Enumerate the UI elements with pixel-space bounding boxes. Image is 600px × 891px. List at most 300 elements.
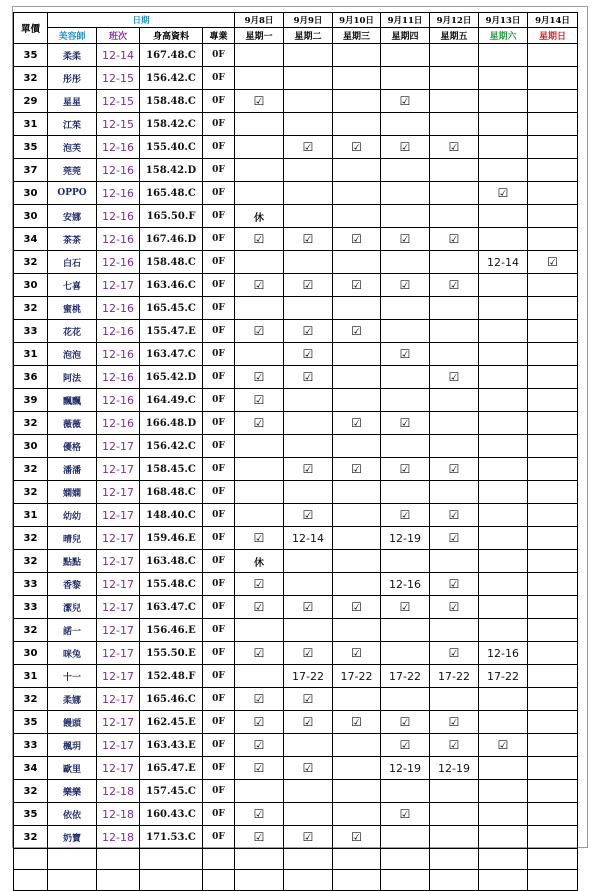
profile-cell: 163.46.C — [140, 274, 203, 297]
profile-cell: 168.48.C — [140, 481, 203, 504]
profile-cell: 156.42.C — [140, 435, 203, 458]
schedule-cell — [333, 297, 381, 320]
price-cell: 32 — [14, 297, 48, 320]
profile-cell: 163.43.E — [140, 734, 203, 757]
schedule-cell — [235, 44, 284, 67]
check-icon: ☑ — [235, 90, 284, 113]
check-icon: ☑ — [333, 711, 381, 734]
batch-cell: 12-17 — [97, 504, 140, 527]
check-icon: ☑ — [235, 688, 284, 711]
empty-cell — [140, 849, 203, 870]
schedule-cell — [430, 619, 479, 642]
major-cell: 0F — [203, 274, 235, 297]
check-icon: ☑ — [284, 136, 333, 159]
check-icon: ☑ — [235, 803, 284, 826]
schedule-cell — [528, 596, 578, 619]
price-cell: 33 — [14, 596, 48, 619]
schedule-cell — [333, 550, 381, 573]
check-icon: ☑ — [333, 596, 381, 619]
check-icon: ☑ — [235, 757, 284, 780]
table-row — [14, 182, 578, 205]
check-icon: ☑ — [235, 642, 284, 665]
batch-cell: 12-16 — [97, 297, 140, 320]
schedule-cell — [381, 826, 430, 849]
price-cell: 32 — [14, 251, 48, 274]
check-icon: ☑ — [333, 826, 381, 849]
check-icon: ☑ — [381, 504, 430, 527]
beautician-name: 安娜 — [48, 205, 97, 228]
check-icon: ☑ — [235, 412, 284, 435]
batch-cell: 12-17 — [97, 665, 140, 688]
beautician-name: 十一 — [48, 665, 97, 688]
major-cell: 0F — [203, 642, 235, 665]
schedule-cell — [235, 67, 284, 90]
price-cell: 34 — [14, 757, 48, 780]
price-cell: 32 — [14, 67, 48, 90]
check-icon: ☑ — [528, 251, 578, 274]
schedule-cell — [333, 205, 381, 228]
schedule-cell — [479, 366, 528, 389]
schedule-cell — [430, 803, 479, 826]
table-row — [14, 366, 578, 389]
check-icon: ☑ — [381, 412, 430, 435]
beautician-name: 茶茶 — [48, 228, 97, 251]
schedule-cell — [528, 619, 578, 642]
schedule-cell — [284, 389, 333, 412]
schedule-cell — [528, 182, 578, 205]
table-row — [14, 734, 578, 757]
batch-cell: 12-15 — [97, 113, 140, 136]
beautician-name: 幼幼 — [48, 504, 97, 527]
schedule-cell — [479, 596, 528, 619]
beautician-name: 楓玥 — [48, 734, 97, 757]
check-icon: ☑ — [381, 596, 430, 619]
schedule-cell — [284, 780, 333, 803]
check-icon: ☑ — [430, 458, 479, 481]
schedule-cell — [479, 458, 528, 481]
price-cell: 35 — [14, 711, 48, 734]
profile-cell: 155.40.C — [140, 136, 203, 159]
profile-cell: 156.42.C — [140, 67, 203, 90]
schedule-cell — [430, 159, 479, 182]
schedule-cell — [430, 44, 479, 67]
check-icon: ☑ — [430, 228, 479, 251]
table-row — [14, 757, 578, 780]
schedule-cell — [381, 389, 430, 412]
schedule-cell — [479, 688, 528, 711]
schedule-cell — [381, 159, 430, 182]
schedule-cell — [479, 90, 528, 113]
weekday-header-6: 星期六 — [479, 28, 528, 44]
table-row — [14, 481, 578, 504]
schedule-cell — [235, 780, 284, 803]
major-cell: 0F — [203, 573, 235, 596]
major-cell: 0F — [203, 711, 235, 734]
schedule-cell — [381, 205, 430, 228]
schedule-cell — [479, 389, 528, 412]
profile-cell: 158.42.D — [140, 159, 203, 182]
schedule-cell — [284, 573, 333, 596]
profile-cell: 165.47.E — [140, 757, 203, 780]
schedule-cell — [528, 205, 578, 228]
major-cell: 0F — [203, 251, 235, 274]
schedule-cell — [479, 481, 528, 504]
schedule-cell — [430, 182, 479, 205]
schedule-cell — [284, 803, 333, 826]
schedule-cell — [284, 734, 333, 757]
beautician-name: 嫻嫻 — [48, 481, 97, 504]
schedule-cell — [430, 320, 479, 343]
check-icon: ☑ — [235, 228, 284, 251]
date-header-5: 9月12日 — [430, 13, 479, 28]
beautician-name: 晴兒 — [48, 527, 97, 550]
batch-header: 班次 — [97, 28, 140, 44]
date-header-4: 9月11日 — [381, 13, 430, 28]
schedule-cell — [430, 251, 479, 274]
schedule-cell — [235, 665, 284, 688]
schedule-cell — [430, 550, 479, 573]
table-row — [14, 573, 578, 596]
schedule-cell — [479, 573, 528, 596]
major-cell: 0F — [203, 481, 235, 504]
schedule-cell — [479, 550, 528, 573]
schedule-cell — [333, 504, 381, 527]
table-row — [14, 297, 578, 320]
schedule-cell — [528, 159, 578, 182]
schedule-cell — [284, 182, 333, 205]
schedule-cell — [333, 527, 381, 550]
schedule-cell — [479, 159, 528, 182]
check-icon: ☑ — [284, 320, 333, 343]
table-row — [14, 504, 578, 527]
major-cell: 0F — [203, 550, 235, 573]
check-icon: ☑ — [381, 274, 430, 297]
schedule-cell — [235, 458, 284, 481]
profile-cell: 157.45.C — [140, 780, 203, 803]
schedule-cell — [528, 504, 578, 527]
beautician-name: OPPO — [48, 182, 97, 205]
beautician-name: 阿法 — [48, 366, 97, 389]
empty-cell — [528, 870, 578, 891]
schedule-cell — [333, 251, 381, 274]
schedule-cell — [479, 826, 528, 849]
beautician-name: 樂樂 — [48, 780, 97, 803]
beautician-name: 莞莞 — [48, 159, 97, 182]
empty-cell — [381, 849, 430, 870]
beautician-name: 飄飄 — [48, 389, 97, 412]
schedule-cell — [528, 412, 578, 435]
schedule-cell: 12-19 — [381, 757, 430, 780]
schedule-cell — [381, 481, 430, 504]
price-cell: 34 — [14, 228, 48, 251]
empty-cell — [528, 849, 578, 870]
major-cell: 0F — [203, 136, 235, 159]
schedule-cell — [333, 481, 381, 504]
check-icon: ☑ — [333, 320, 381, 343]
price-cell: 37 — [14, 159, 48, 182]
table-row — [14, 320, 578, 343]
empty-cell — [14, 849, 48, 870]
major-cell: 0F — [203, 619, 235, 642]
price-cell: 30 — [14, 642, 48, 665]
table-row — [14, 251, 578, 274]
profile-cell: 167.48.C — [140, 44, 203, 67]
major-cell: 0F — [203, 504, 235, 527]
check-icon: ☑ — [235, 389, 284, 412]
schedule-cell — [333, 780, 381, 803]
schedule-cell — [479, 527, 528, 550]
schedule-cell — [430, 688, 479, 711]
profile-cell: 167.46.D — [140, 228, 203, 251]
schedule-cell — [235, 504, 284, 527]
schedule-cell — [381, 435, 430, 458]
table-row — [14, 67, 578, 90]
schedule-cell — [333, 159, 381, 182]
schedule-cell — [284, 90, 333, 113]
price-cell: 31 — [14, 504, 48, 527]
major-cell: 0F — [203, 527, 235, 550]
batch-cell: 12-18 — [97, 780, 140, 803]
major-header: 專業 — [203, 28, 235, 44]
beautician-name: 白石 — [48, 251, 97, 274]
check-icon: ☑ — [430, 136, 479, 159]
major-cell: 0F — [203, 389, 235, 412]
profile-cell: 165.42.D — [140, 366, 203, 389]
check-icon: ☑ — [333, 274, 381, 297]
check-icon: ☑ — [430, 642, 479, 665]
schedule-cell — [381, 251, 430, 274]
schedule-cell — [284, 205, 333, 228]
major-cell: 0F — [203, 228, 235, 251]
empty-cell — [48, 849, 97, 870]
empty-cell — [48, 870, 97, 891]
schedule-cell — [235, 251, 284, 274]
schedule-cell — [381, 366, 430, 389]
schedule-cell — [479, 435, 528, 458]
major-cell: 0F — [203, 205, 235, 228]
major-cell: 0F — [203, 182, 235, 205]
beautician-name: 彤彤 — [48, 67, 97, 90]
price-cell: 31 — [14, 343, 48, 366]
beautician-name: 江茱 — [48, 113, 97, 136]
check-icon: ☑ — [333, 642, 381, 665]
profile-cell: 165.46.C — [140, 688, 203, 711]
batch-cell: 12-16 — [97, 182, 140, 205]
major-cell: 0F — [203, 320, 235, 343]
price-cell: 35 — [14, 136, 48, 159]
table-row — [14, 205, 578, 228]
check-icon: ☑ — [430, 734, 479, 757]
price-cell: 35 — [14, 44, 48, 67]
schedule-cell — [528, 67, 578, 90]
beautician-name: 饅頭 — [48, 711, 97, 734]
check-icon: ☑ — [284, 826, 333, 849]
major-cell: 0F — [203, 366, 235, 389]
major-cell: 0F — [203, 458, 235, 481]
empty-cell — [235, 870, 284, 891]
schedule-cell — [528, 665, 578, 688]
schedule-cell — [284, 67, 333, 90]
beautician-name: 點點 — [48, 550, 97, 573]
schedule-cell — [284, 481, 333, 504]
schedule-cell — [333, 619, 381, 642]
date-group-header: 日期 — [48, 13, 235, 28]
schedule-cell — [235, 136, 284, 159]
schedule-cell — [284, 550, 333, 573]
major-cell: 0F — [203, 67, 235, 90]
check-icon: ☑ — [430, 504, 479, 527]
empty-cell — [284, 870, 333, 891]
check-icon: ☑ — [333, 458, 381, 481]
schedule-cell — [430, 481, 479, 504]
check-icon: ☑ — [235, 274, 284, 297]
table-row — [14, 711, 578, 734]
schedule-cell — [479, 320, 528, 343]
batch-cell: 12-16 — [97, 389, 140, 412]
empty-cell — [14, 870, 48, 891]
batch-cell: 12-16 — [97, 366, 140, 389]
schedule-cell: 17-22 — [381, 665, 430, 688]
schedule-cell — [381, 550, 430, 573]
schedule-cell — [381, 297, 430, 320]
schedule-cell — [333, 343, 381, 366]
batch-cell: 12-14 — [97, 44, 140, 67]
beautician-name: 諾一 — [48, 619, 97, 642]
schedule-cell — [381, 619, 430, 642]
schedule-cell — [430, 67, 479, 90]
empty-cell — [140, 870, 203, 891]
schedule-cell — [528, 688, 578, 711]
price-cell: 31 — [14, 113, 48, 136]
profile-cell: 158.48.C — [140, 90, 203, 113]
schedule-cell — [528, 527, 578, 550]
batch-cell: 12-15 — [97, 90, 140, 113]
schedule-cell — [333, 44, 381, 67]
schedule-cell — [528, 136, 578, 159]
price-cell: 35 — [14, 803, 48, 826]
check-icon: ☑ — [284, 458, 333, 481]
price-cell: 32 — [14, 481, 48, 504]
weekday-header-1: 星期一 — [235, 28, 284, 44]
table-row — [14, 619, 578, 642]
schedule-cell — [235, 182, 284, 205]
check-icon: ☑ — [235, 366, 284, 389]
batch-cell: 12-17 — [97, 619, 140, 642]
schedule-cell — [381, 67, 430, 90]
schedule-cell — [528, 711, 578, 734]
schedule-cell — [333, 734, 381, 757]
price-cell: 30 — [14, 274, 48, 297]
check-icon: ☑ — [235, 320, 284, 343]
schedule-cell — [528, 366, 578, 389]
schedule-cell — [479, 412, 528, 435]
beautician-name: 薇薇 — [48, 412, 97, 435]
schedule-cell — [479, 711, 528, 734]
beautician-name: 七喜 — [48, 274, 97, 297]
empty-cell — [479, 849, 528, 870]
major-cell: 0F — [203, 780, 235, 803]
check-icon: ☑ — [430, 573, 479, 596]
major-cell: 0F — [203, 343, 235, 366]
price-cell: 29 — [14, 90, 48, 113]
schedule-cell — [235, 159, 284, 182]
beautician-name: 蜜桃 — [48, 297, 97, 320]
batch-cell: 12-16 — [97, 251, 140, 274]
batch-cell: 12-17 — [97, 596, 140, 619]
schedule-cell — [333, 90, 381, 113]
check-icon: ☑ — [479, 182, 528, 205]
schedule-cell — [528, 550, 578, 573]
schedule-cell — [528, 44, 578, 67]
profile-cell: 164.49.C — [140, 389, 203, 412]
schedule-cell — [479, 619, 528, 642]
schedule-cell — [284, 251, 333, 274]
schedule-cell — [333, 803, 381, 826]
profile-cell: 159.46.E — [140, 527, 203, 550]
table-row — [14, 642, 578, 665]
schedule-cell — [284, 113, 333, 136]
batch-cell: 12-17 — [97, 481, 140, 504]
table-row — [14, 389, 578, 412]
schedule-cell — [430, 90, 479, 113]
table-row — [14, 90, 578, 113]
schedule-cell — [430, 297, 479, 320]
schedule-cell — [479, 136, 528, 159]
batch-cell: 12-17 — [97, 550, 140, 573]
batch-cell: 12-16 — [97, 159, 140, 182]
batch-cell: 12-16 — [97, 320, 140, 343]
price-cell: 32 — [14, 458, 48, 481]
profile-cell: 165.45.C — [140, 297, 203, 320]
price-cell: 32 — [14, 412, 48, 435]
price-cell: 30 — [14, 182, 48, 205]
batch-cell: 12-17 — [97, 573, 140, 596]
batch-cell: 12-16 — [97, 228, 140, 251]
major-cell: 0F — [203, 159, 235, 182]
schedule-cell — [430, 343, 479, 366]
check-icon: ☑ — [284, 688, 333, 711]
weekday-header-3: 星期三 — [333, 28, 381, 44]
schedule-cell — [479, 228, 528, 251]
table-row — [14, 44, 578, 67]
schedule-cell — [284, 435, 333, 458]
major-cell: 0F — [203, 596, 235, 619]
schedule-cell — [430, 205, 479, 228]
batch-cell: 12-17 — [97, 642, 140, 665]
schedule-cell — [479, 803, 528, 826]
check-icon: ☑ — [284, 504, 333, 527]
profile-cell: 156.46.E — [140, 619, 203, 642]
schedule-cell — [235, 435, 284, 458]
check-icon: ☑ — [284, 642, 333, 665]
schedule-cell — [528, 389, 578, 412]
empty-cell — [235, 849, 284, 870]
check-icon: ☑ — [430, 711, 479, 734]
schedule-cell: 12-14 — [479, 251, 528, 274]
check-icon: ☑ — [235, 711, 284, 734]
schedule-cell — [381, 182, 430, 205]
major-cell: 0F — [203, 757, 235, 780]
price-cell: 32 — [14, 527, 48, 550]
schedule-table — [13, 12, 578, 891]
beautician-header: 美容師 — [48, 28, 97, 44]
price-cell: 33 — [14, 734, 48, 757]
profile-cell: 163.47.C — [140, 596, 203, 619]
profile-cell: 158.42.C — [140, 113, 203, 136]
price-cell: 33 — [14, 573, 48, 596]
beautician-name: 咪兔 — [48, 642, 97, 665]
table-row — [14, 596, 578, 619]
